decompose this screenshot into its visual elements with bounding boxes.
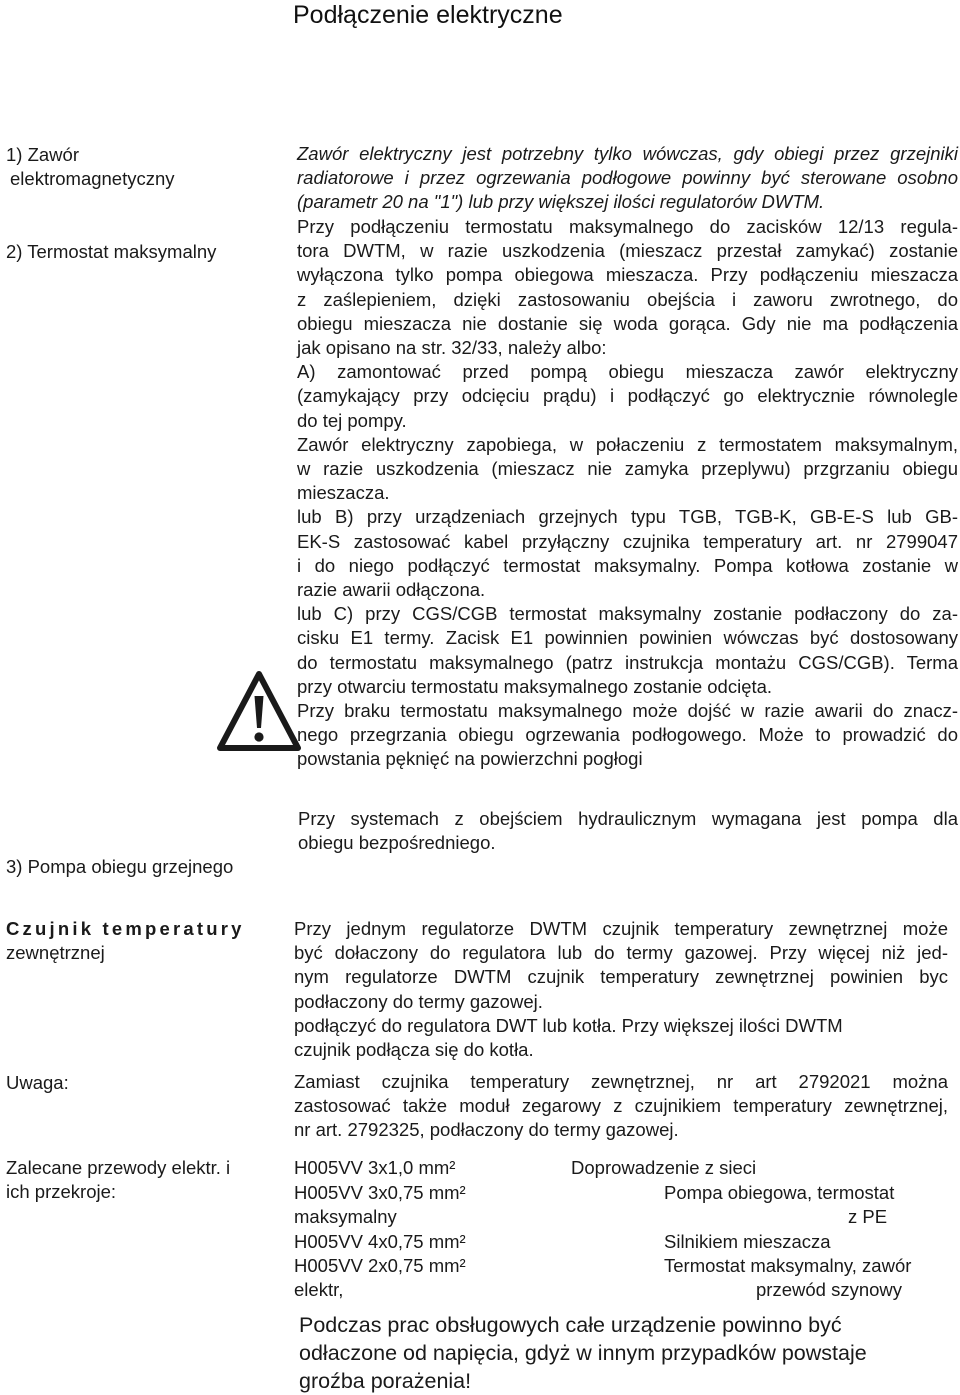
valve-label-line1: 1) Zawór [6,144,79,165]
thermostat-text-line: A) zamontować przed pompą obiegu mieszacza zawór elektryczny [297,361,958,383]
warning-triangle-icon [217,670,301,754]
thermostat-text-line: w razie uszkodzenia (mieszacz nie zamyka przeplywu) przgrzaniu obiegu [297,458,958,480]
thermostat-text-line: i do niego podłączyć termostat maksymalny. Pompa kotłowa zostanie w [297,554,958,576]
thermostat-text-line: powstania pęknięć na powierzchni pogłogi [297,748,643,770]
thermostat-text-line: do termostatu maksymalnego (patrz instrukcja montażu CGS/CGB). Terma [297,651,958,673]
note-label: Uwaga: [6,1072,69,1093]
note-text-line: zastosować także moduł zegarowy z czujnikiem temperatury zewnętrznej, [294,1095,948,1117]
wire-purpose: Doprowadzenie z sieci [571,1157,757,1178]
pump-text-line: obiegu bezpośredniego. [298,832,496,854]
sensor-text-line: nym regulatorze DWTM czujnik temperatury zewnętrznej powinien byc [294,966,948,988]
sensor-text-line: podłączyć do regulatora DWT lub kotła. Przy większej ilości DWTM [294,1014,843,1036]
sensor-text-line: czujnik podłącza się do kotła. [294,1039,534,1061]
wire-cable: elektr, [294,1279,344,1300]
thermostat-text-line: lub C) przy CGS/CGB termostat maksymalny zostanie podłaczony do za- [297,603,958,625]
final-warning-line: Podczas prac obsługowych całe urządzenie powinno być [299,1313,842,1337]
wire-purpose: z PE [848,1206,888,1227]
thermostat-text-line: tora DWTM, w razie uszkodzenia (mieszacz przestał zamykać) zostanie [297,240,958,262]
thermostat-text-line: nego przegrzania obiegu ogrzewania podłogowego. Może to prowadzić do [297,724,958,746]
page-title: Podłączenie elektryczne [293,1,563,29]
thermostat-description [297,215,958,772]
note-text-line: Zamiast czujnika temperatury zewnętrznej, nr art 2792021 można [294,1071,948,1092]
thermostat-label: 2) Termostat maksymalny [6,241,217,262]
valve-description [297,142,958,215]
thermostat-text-line: Zawór elektryczny zapobiega, w połaczeniu z termostatem maksymalnym, [297,433,958,455]
sensor-text-line: Przy jednym regulatorze DWTM czujnik temperatury zewnętrznej może [294,918,948,939]
valve-text-line: Zawór elektryczny jest potrzebny tylko wówczas, gdy obiegi przez grzejniki [297,143,958,164]
wire-purpose: Pompa obiegowa, termostat [664,1182,895,1203]
wire-cable: H005VV 3x1,0 mm² [294,1157,456,1178]
thermostat-text-line: z zaślepieniem, dzięki zastosowaniu obejścia i zaworu zwrotnego, do [297,288,958,310]
thermostat-text-line: obiegu mieszacza nie dostanie się woda gorąca. Gdy nie ma podłączenia [297,312,958,334]
sensor-description [294,917,948,1062]
pump-description [298,807,958,855]
wire-purpose: przewód szynowy [756,1279,903,1300]
valve-label-line2: elektromagnetyczny [10,168,175,189]
wire-purpose: Termostat maksymalny, zawór [664,1255,912,1276]
valve-text-line: (parametr 20 na "1") lub przy większej ilości regulatorów DWTM. [297,191,825,213]
wire-purpose: Silnikiem mieszacza [664,1231,831,1252]
thermostat-text-line: wyłączona tylko pompa obiegowa mieszacza. Przy podłączeniu mieszacza [297,264,958,286]
valve-text-line: radiatorowe i przez ogrzewania podłogowe powinny być sterowane osobno [297,167,958,189]
note-description [294,1070,948,1143]
note-text-line: nr art. 2792325, podłaczony do termy gazowej. [294,1119,679,1141]
pump-label: 3) Pompa obiegu grzejnego [6,856,234,877]
thermostat-text-line: cisku E1 termy. Zacisk E1 powinnien powinien wówczas być dostosowany [297,627,958,649]
wire-cable: maksymalny [294,1206,397,1227]
sensor-text-line: być dołaczony do regulatora lub do termy gazowej. Przy więcej niż jed- [294,942,948,964]
sensor-text-line: podłaczony do termy gazowej. [294,990,543,1012]
wire-cable: H005VV 3x0,75 mm² [294,1182,466,1203]
pump-text-line: Przy systemach z obejściem hydraulicznym wymagana jest pompa dla [298,808,958,829]
wire-cable: H005VV 2x0,75 mm² [294,1255,466,1276]
final-warning-line: odłaczone od napięcia, gdyż w innym przypadków powstaje [299,1341,867,1365]
thermostat-text-line: Przy braku termostatu maksymalnego może dojść w razie awarii do znacz- [297,700,958,722]
thermostat-text-line: przy otwarciu termostatu maksymalnego zostanie odcięta. [297,675,773,697]
thermostat-text-line: EK-S zastosować kabel przyłączny czujnika temperatury art. nr 2799047 [297,530,958,552]
thermostat-text-line: do tej pompy. [297,409,407,431]
sensor-label-line1: Czujnik temperatury [6,918,245,939]
thermostat-text-line: jak opisano na str. 32/33, należy albo: [297,337,607,359]
thermostat-text-line: (zamykający przy odcięciu prądu) i podłączyć go elektrycznie równolegle [297,385,958,407]
thermostat-text-line: lub B) przy urządzeniach grzejnych typu TGB, TGB-K, GB-E-S lub GB- [297,506,958,528]
thermostat-text-line: mieszacza. [297,482,390,504]
wire-cable: H005VV 4x0,75 mm² [294,1231,466,1252]
final-warning-line: groźba porażenia! [299,1369,472,1393]
sensor-label-line2: zewnętrznej [6,942,105,963]
thermostat-text-line: razie awarii odłączona. [297,579,486,601]
thermostat-text-line: Przy podłączeniu termostatu maksymalnego do zacisków 12/13 regula- [297,216,958,237]
final-warning [299,1311,939,1395]
wires-label-line2: ich przekroje: [6,1181,117,1202]
wires-label-line1: Zalecane przewody elektr. i [6,1157,231,1178]
